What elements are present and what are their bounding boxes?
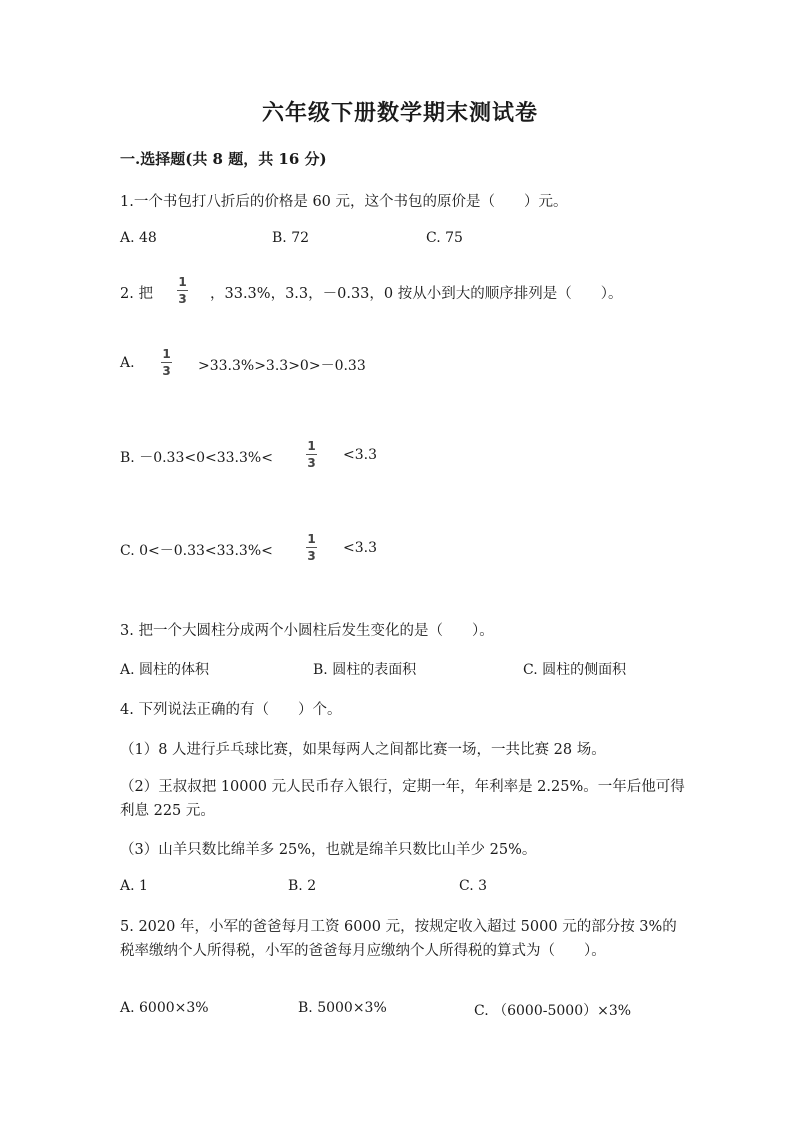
page-title: 六年级下册数学期末测试卷 — [261, 100, 538, 126]
question-2-stem-suffix: ，33.3%，3.3，－0.33，0 按从小到大的顺序排列是（ ）。 — [210, 286, 623, 302]
fraction-denominator: 3 — [307, 456, 316, 470]
question-1-option-b: B. 72 — [272, 230, 310, 246]
question-3-option-b: B. 圆柱的表面积 — [313, 662, 417, 678]
question-2-option-b-fraction — [306, 439, 317, 470]
question-5-option-a: A. 6000×3% — [120, 1000, 209, 1016]
question-5-option-c: C. （6000-5000）×3% — [474, 1003, 632, 1019]
fraction-numerator: 1 — [162, 347, 171, 361]
question-4-option-a: A. 1 — [120, 878, 148, 894]
fraction-denominator: 3 — [307, 549, 316, 563]
question-2-option-a-fraction — [161, 347, 172, 378]
fraction-numerator: 1 — [307, 532, 316, 546]
question-4-stem: 4. 下列说法正确的有（ ）个。 — [120, 702, 342, 718]
question-2-option-b-suffix: <3.3 — [343, 447, 377, 463]
question-2-option-a-prefix: A. — [120, 355, 135, 371]
question-1-option-c: C. 75 — [426, 230, 463, 246]
question-4-statement-1: （1）8 人进行乒乓球比赛，如果每两人之间都比赛一场，一共比赛 28 场。 — [120, 742, 606, 758]
question-1-stem: 1.一个书包打八折后的价格是 60 元，这个书包的原价是（ ）元。 — [120, 194, 568, 210]
question-2-option-a-suffix: >33.3%>3.3>0>－0.33 — [198, 358, 366, 374]
fraction-bar — [161, 362, 172, 363]
fraction-denominator: 3 — [162, 364, 171, 378]
fraction-numerator: 1 — [178, 275, 187, 289]
fraction-bar — [306, 454, 317, 455]
fraction-bar — [177, 290, 188, 291]
question-2-option-c-fraction — [306, 532, 317, 563]
fraction-bar — [306, 547, 317, 548]
question-4-statement-3: （3）山羊只数比绵羊多 25%，也就是绵羊只数比山羊少 25%。 — [120, 842, 537, 858]
fraction-denominator: 3 — [178, 292, 187, 306]
question-2-option-c-suffix: <3.3 — [343, 540, 377, 556]
question-5-option-b: B. 5000×3% — [298, 1000, 387, 1016]
section-heading: 一.选择题(共 8 题，共 16 分) — [120, 150, 327, 168]
question-5-stem: 5. 2020 年，小军的爸爸每月工资 6000 元，按规定收入超过 5000 元的部分按 3%的税率缴纳个人所得税，小军的爸爸每月应缴纳个人所得税的算式为（ ）。 — [120, 919, 677, 959]
question-2-option-c-prefix: C. 0<－0.33<33.3%< — [120, 543, 273, 559]
question-3-option-c: C. 圆柱的侧面积 — [523, 662, 627, 678]
question-2-option-b-prefix: B. －0.33<0<33.3%< — [120, 450, 273, 466]
fraction-numerator: 1 — [307, 439, 316, 453]
question-2-fraction — [177, 275, 188, 306]
question-2-stem-prefix: 2. 把 — [120, 286, 153, 302]
question-3-stem: 3. 把一个大圆柱分成两个小圆柱后发生变化的是（ ）。 — [120, 623, 494, 639]
question-3-option-a: A. 圆柱的体积 — [120, 662, 210, 678]
question-4-statement-2: （2）王叔叔把 10000 元人民币存入银行，定期一年，年利率是 2.25%。一年后他可得利息 225 元。 — [120, 779, 685, 819]
question-1-option-a: A. 48 — [120, 230, 157, 246]
question-4-option-b: B. 2 — [288, 878, 317, 894]
question-4-option-c: C. 3 — [459, 878, 488, 894]
